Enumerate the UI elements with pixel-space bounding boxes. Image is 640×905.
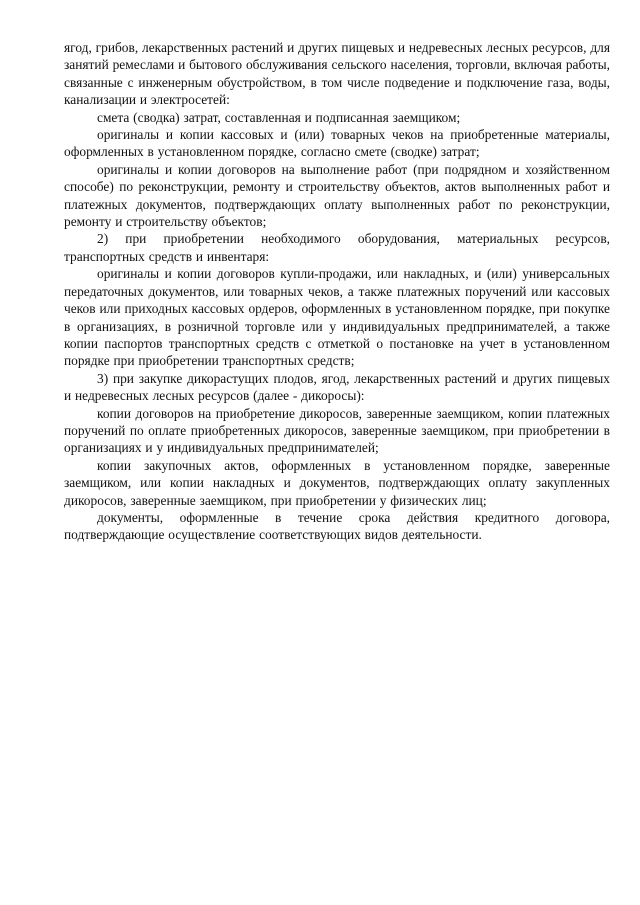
paragraph-purchase-contracts: оригиналы и копии договоров купли-продажи, или накладных, и (или) универсальных передаточных документов, или товарных чеков, а также платежных поручений или кассовых чеков или приходных кассовых ордеров, оформленных в установленном порядке, при покупке в организациях, в розничной торговле или у индивидуальных предпринимателей, а также копии паспортов транспортных средств с отметкой о постановке на учет в установленном порядке при приобретении транспортных средств; bbox=[64, 266, 610, 369]
document-page bbox=[64, 39, 610, 544]
paragraph-wild-plant-contracts: копии договоров на приобретение дикоросов, заверенные заемщиком, копии платежных поручений по оплате приобретенных дикоросов, заверенные заемщиком, при приобретении в организациях и у индивидуальных предпринимателей; bbox=[64, 405, 610, 456]
paragraph-item-3-wild-plants: 3) при закупке дикорастущих плодов, ягод, лекарственных растений и других пищевых и недревесных лесных ресурсов (далее - дикоросы): bbox=[64, 370, 610, 404]
paragraph-continuation: ягод, грибов, лекарственных растений и других пищевых и недревесных лесных ресурсов, для занятий ремеслами и бытового обслуживания сельского населения, торговли, включая работы, связанные с инженерным обустройством, в том числе подведение и подключение газа, воды, канализации и электросетей: bbox=[64, 40, 610, 108]
paragraph-activity-documents: документы, оформленные в течение срока действия кредитного договора, подтверждающие осуществление соответствующих видов деятельности. bbox=[64, 509, 610, 543]
paragraph-item-2-equipment: 2) при приобретении необходимого оборудования, материальных ресурсов, транспортных средств и инвентаря: bbox=[64, 231, 610, 264]
paragraph-receipts: оригиналы и копии кассовых и (или) товарных чеков на приобретенные материалы, оформленных в установленном порядке, согласно смете (сводке) затрат; bbox=[64, 127, 610, 160]
paragraph-procurement-acts: копии закупочных актов, оформленных в установленном порядке, заверенные заемщиком, или копии накладных и документов, подтверждающих оплату закупленных дикоросов, заверенные заемщиком, при приобретении у физических лиц; bbox=[64, 457, 610, 508]
paragraph-work-contracts: оригиналы и копии договоров на выполнение работ (при подрядном и хозяйственном способе) по реконструкции, ремонту и строительству объектов, актов выполненных работ и платежных документов, подтверждающих оплату выполненных работ по реконструкции, ремонту и строительству объектов; bbox=[64, 161, 610, 230]
paragraph-cost-estimate: смета (сводка) затрат, составленная и подписанная заемщиком; bbox=[97, 109, 461, 125]
